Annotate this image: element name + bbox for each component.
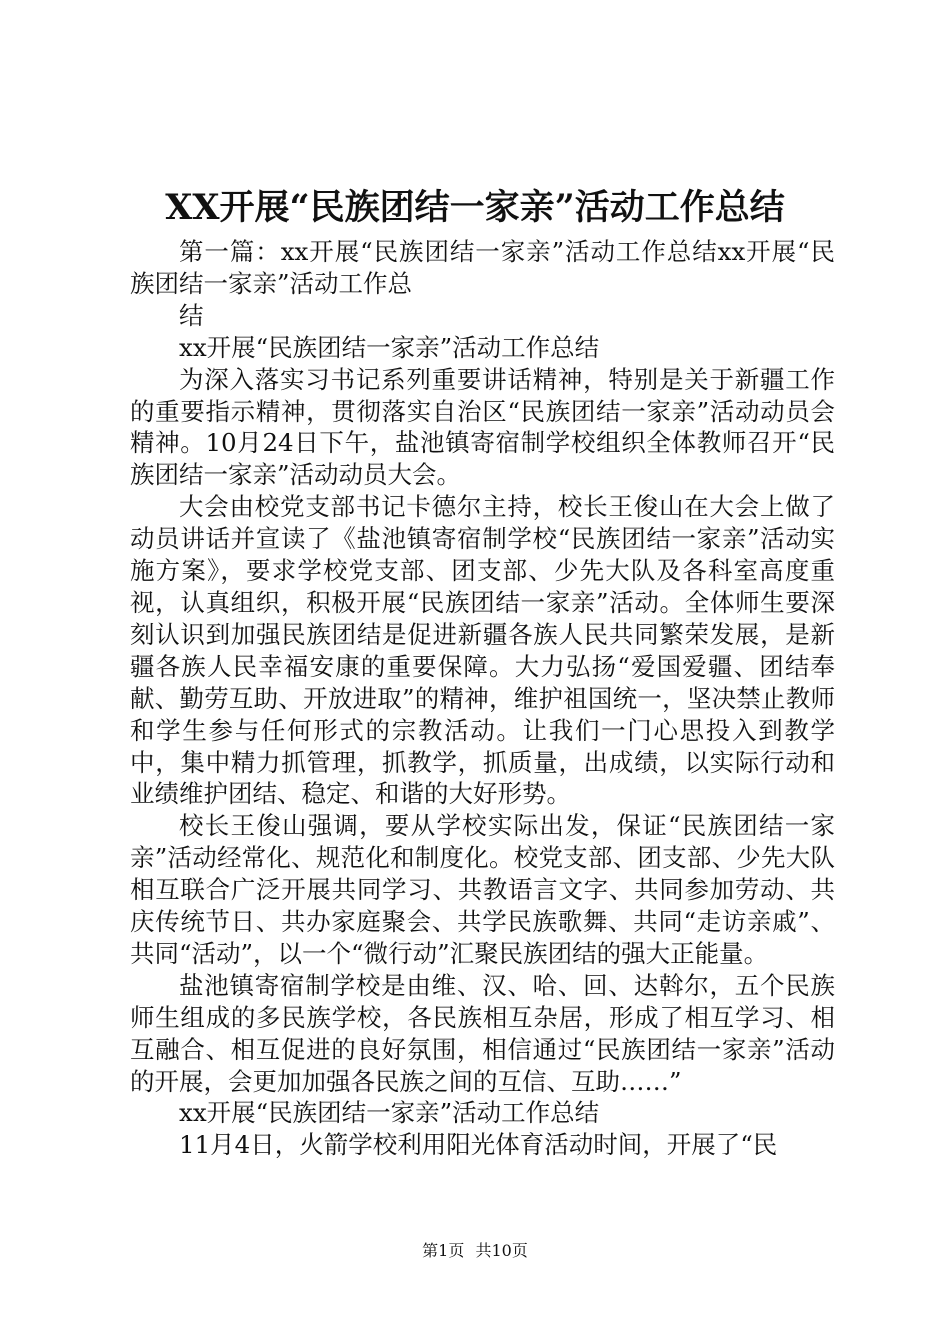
paragraph-3: xx开展“民族团结一家亲”活动工作总结 [179, 332, 600, 362]
paragraph-1: 第一篇：xx开展“民族团结一家亲”活动工作总结xx开展“民族团结一家亲”活动工作总 [130, 237, 835, 298]
page-total: 共10页 [475, 1241, 528, 1260]
paragraph-4: 为深入落实习书记系列重要讲话精神，特别是关于新疆工作的重要指示精神，贯彻落实自治区“民族团结一家亲”活动动员会精神。10月24日下午，盐池镇寄宿制学校组织全体教师召开“民族团结一家亲”活动动员大会。 [130, 364, 835, 490]
paragraph-2: 结 [179, 300, 204, 330]
paragraph-6: 校长王俊山强调，要从学校实际出发，保证“民族团结一家亲”活动经常化、规范化和制度化。校党支部、团支部、少先大队相互联合广泛开展共同学习、共教语言文字、共同参加劳动、共庆传统节日、共办家庭聚会、共学民族歌舞、共同“走访亲戚”、共同“活动”，以一个“微行动”汇聚民族团结的强大正能量。 [130, 811, 835, 968]
page-footer [0, 1240, 950, 1262]
paragraph-7: 盐池镇寄宿制学校是由维、汉、哈、回、达斡尔，五个民族师生组成的多民族学校，各民族相互杂居，形成了相互学习、相互融合、相互促进的良好氛围，相信通过“民族团结一家亲”活动的开展，会更加加强各民族之间的互信、互助……” [130, 970, 835, 1096]
paragraph-9: 11月4日，火箭学校利用阳光体育活动时间，开展了“民 [179, 1130, 778, 1160]
document-body [130, 236, 835, 1161]
paragraph-5: 大会由校党支部书记卡德尔主持，校长王俊山在大会上做了动员讲话并宣读了《盐池镇寄宿制学校“民族团结一家亲”活动实施方案》，要求学校党支部、团支部、少先大队及各科室高度重视，认真组织，积极开展“民族团结一家亲”活动。全体师生要深刻认识到加强民族团结是促进新疆各族人民共同繁荣发展，是新疆各族人民幸福安康的重要保障。大力弘扬“爱国爱疆、团结奉献、勤劳互助、开放进取”的精神，维护祖国统一，坚决禁止教师和学生参与任何形式的宗教活动。让我们一门心思投入到教学中，集中精力抓管理，抓教学，抓质量，出成绩，以实际行动和业绩维护团结、稳定、和谐的大好形势。 [130, 492, 835, 809]
page-number: 第1页 [422, 1241, 465, 1260]
document-title: XX开展“民族团结一家亲”活动工作总结 [165, 187, 785, 228]
paragraph-8: xx开展“民族团结一家亲”活动工作总结 [179, 1098, 600, 1128]
